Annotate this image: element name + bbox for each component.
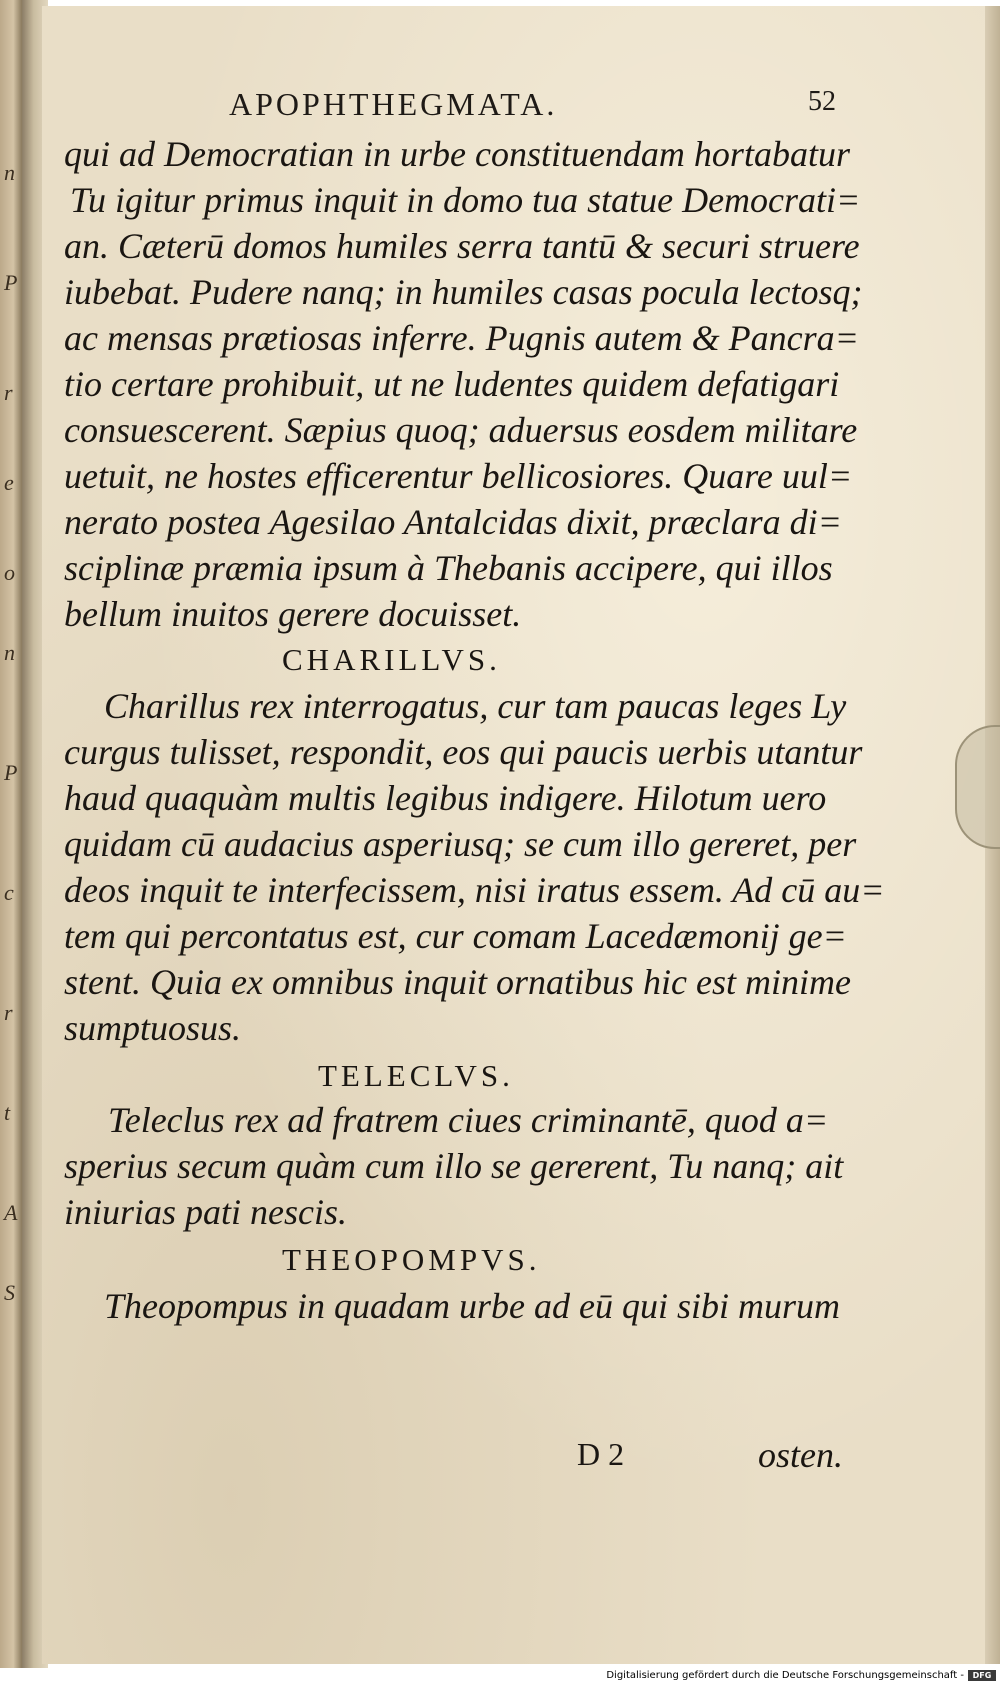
margin-fragment: r (4, 380, 13, 405)
text-line: bellum inuitos gerere docuisset. (64, 594, 522, 634)
text-line: stent. Quia ex omnibus inquit ornatibus hic est minime (64, 962, 851, 1002)
text-line: consuescerent. Sæpius quoq; aduersus eosdem militare (64, 410, 858, 450)
margin-fragment: S (4, 1280, 15, 1305)
text-line: deos inquit te interfecissem, nisi iratus essem. Ad cū au= (64, 870, 885, 910)
margin-fragment: A (4, 1200, 18, 1225)
previous-page-edge (0, 0, 22, 1668)
footer-bar (0, 1668, 1000, 1683)
dfg-logo-icon: DFG (968, 1670, 996, 1681)
section-heading: TELECLVS. (318, 1058, 514, 1093)
text-line: Teleclus rex ad fratrem ciues criminantē, quod a= (108, 1100, 829, 1140)
text-line: Charillus rex interrogatus, cur tam paucas leges Ly (104, 686, 847, 726)
text-line: uetuit, ne hostes efficerentur bellicosiores. Quare uul= (64, 456, 853, 496)
page-clip (955, 725, 1000, 849)
margin-fragment: n (4, 640, 15, 665)
book-page (42, 6, 988, 1664)
text-line: iubebat. Pudere nanq; in humiles casas pocula lectosq; (64, 272, 863, 312)
section-heading: THEOPOMPVS. (282, 1242, 541, 1277)
funding-notice: Digitalisierung gefördert durch die Deutsche Forschungsgemeinschaft - (606, 1670, 964, 1681)
text-line: ac mensas prætiosas inferre. Pugnis autem & Pancra= (64, 318, 859, 358)
text-line: sciplinæ præmia ipsum à Thebanis accipere, qui illos (64, 548, 833, 588)
text-line: quidam cū audacius asperiusq; se cum illo gereret, per (64, 824, 857, 864)
section-heading: CHARILLVS. (282, 642, 501, 677)
text-line: curgus tulisset, respondit, eos qui paucis uerbis utantur (64, 732, 863, 772)
text-line: Tu igitur primus inquit in domo tua statue Democrati= (70, 180, 861, 220)
catchword: osten. (758, 1435, 843, 1475)
text-line: sumptuosus. (64, 1008, 242, 1048)
text-line: an. Cæterū domos humiles serra tantū & securi struere (64, 226, 860, 266)
signature-mark: D 2 (577, 1436, 625, 1472)
running-head: APOPHTHEGMATA. (229, 86, 558, 122)
margin-fragment: P (4, 270, 18, 295)
text-line: Theopompus in quadam urbe ad eū qui sibi murum (104, 1286, 840, 1326)
text-line: tem qui percontatus est, cur comam Lacedæmonij ge= (64, 916, 847, 956)
text-line: tio certare prohibuit, ut ne ludentes quidem defatigari (64, 364, 840, 404)
margin-fragment: P (4, 760, 18, 785)
text-line: qui ad Democratian in urbe constituendam hortabatur (64, 134, 850, 174)
margin-fragment: c (4, 880, 14, 905)
text-line: sperius secum quàm cum illo se gererent, Tu nanq; ait (64, 1146, 844, 1186)
margin-fragment: n (4, 160, 15, 185)
folio-number: 52 (808, 86, 836, 117)
text-line: haud quaquàm multis legibus indigere. Hilotum uero (64, 778, 827, 818)
text-line: nerato postea Agesilao Antalcidas dixit, præclara di= (64, 502, 842, 542)
margin-fragment: o (4, 560, 15, 585)
text-line: iniurias pati nescis. (64, 1192, 348, 1232)
margin-fragment: t (4, 1100, 11, 1125)
margin-fragment: r (4, 1000, 13, 1025)
margin-fragment: e (4, 470, 14, 495)
